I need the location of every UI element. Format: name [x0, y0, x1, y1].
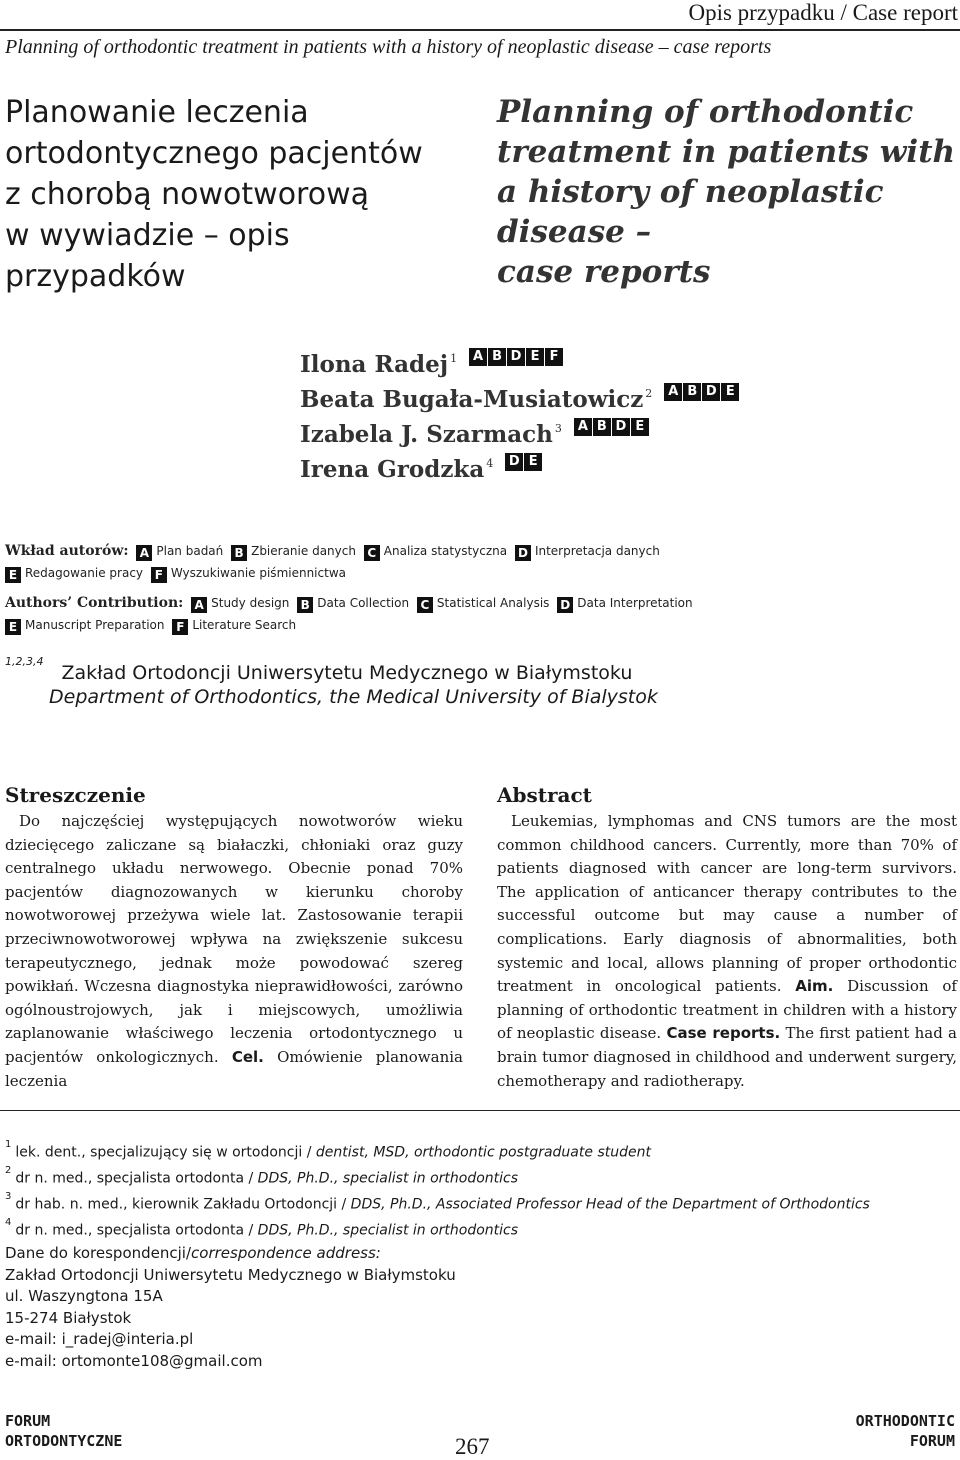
footnote-pl: lek. dent., specjalizujący się w ortodoncji /	[15, 1144, 312, 1161]
footnote-number: 3	[5, 1191, 12, 1203]
author-name: Izabela J. Szarmach	[300, 421, 553, 448]
legend-badge-a: A	[136, 545, 152, 561]
title-en-line: treatment in patients with	[497, 134, 956, 170]
author-row	[300, 417, 740, 452]
correspondence-label	[5, 1243, 456, 1265]
correspondence-label-pl: Dane do korespondencji/	[5, 1244, 192, 1262]
streszczenie-heading: Streszczenie	[5, 783, 146, 807]
footnote-en: DDS, Ph.D., specialist in orthodontics	[257, 1223, 519, 1240]
footnote	[5, 1190, 870, 1216]
legend-text: Study design	[211, 596, 290, 610]
footnote	[5, 1164, 870, 1190]
footnote-pl: dr n. med., specjalista ortodonta /	[15, 1223, 254, 1240]
abstract-heading: Abstract	[497, 783, 592, 807]
correspondence-address	[5, 1243, 456, 1373]
badge-e: E	[631, 418, 649, 436]
legend-badge-f: F	[172, 619, 188, 635]
section-label: Opis przypadku / Case report	[688, 0, 958, 25]
footnotes	[5, 1138, 870, 1243]
author-row	[300, 452, 740, 487]
footnote-rule	[0, 1110, 960, 1111]
badge-b: B	[593, 418, 611, 436]
affiliation-english: Department of Orthodontics, the Medical University of Bialystok	[49, 686, 658, 708]
abstract-column	[497, 782, 957, 1093]
abstract-text: The first patient had a brain tumor diagnosed in childhood and underwent surgery, chemotherapy and radiotherapy.	[497, 1024, 957, 1090]
footnote-number: 1	[5, 1139, 12, 1150]
contribution-badges	[574, 418, 650, 436]
correspondence-line: ul. Waszyngtona 15A	[5, 1287, 163, 1306]
badge-e: E	[524, 453, 542, 471]
legend-text: Manuscript Preparation	[25, 618, 165, 632]
footer-journal-english	[856, 1411, 955, 1451]
legend-badge-c: C	[364, 545, 380, 561]
correspondence-line: Zakład Ortodoncji Uniwersytetu Medycznego w Białymstoku	[5, 1265, 456, 1284]
badge-d: D	[507, 348, 525, 366]
title-en-line: Planning of orthodontic	[497, 94, 914, 130]
case-reports-label: Case reports.	[666, 1024, 781, 1043]
legend-text: Analiza statystyczna	[383, 544, 508, 558]
footnote	[5, 1216, 870, 1242]
legend-badge-b: B	[231, 545, 247, 561]
title-en-line: a history of neoplastic disease –	[497, 174, 884, 250]
streszczenie-column	[5, 782, 463, 1093]
title-pl-line: Planowanie leczenia	[5, 95, 309, 130]
badge-a: A	[469, 348, 487, 366]
contribution-label: Wkład autorów:	[5, 543, 129, 559]
footnote	[5, 1138, 870, 1164]
contribution-label: Authors’ Contribution:	[5, 595, 184, 611]
title-en-line: case reports	[497, 254, 711, 290]
correspondence-line: 15-274 Białystok	[5, 1308, 132, 1327]
footnote-number: 4	[5, 1217, 12, 1229]
author-name: Irena Grodzka	[300, 456, 485, 483]
author-row	[300, 347, 740, 382]
footnote-en: DDS, Ph.D., specialist in orthodontics	[257, 1170, 519, 1187]
footnote-en: DDS, Ph.D., Associated Professor Head of the Department of Orthodontics	[350, 1196, 870, 1213]
footnote-number: 2	[5, 1165, 12, 1177]
contribution-badges	[664, 383, 740, 401]
email-link[interactable]: e-mail: i_radej@interia.pl	[5, 1330, 194, 1349]
author-affiliation-sup: 3	[554, 422, 562, 435]
badge-a: A	[574, 418, 592, 436]
contribution-badges	[469, 348, 564, 366]
footer-line: ORTODONTYCZNE	[5, 1432, 123, 1450]
legend-badge-d: D	[515, 545, 531, 561]
contribution-legend-polish	[5, 540, 660, 584]
author-list	[300, 347, 740, 487]
legend-text: Wyszukiwanie piśmiennictwa	[170, 566, 346, 580]
contribution-legend-english	[5, 592, 693, 636]
author-affiliation-sup: 1	[450, 352, 458, 365]
author-name: Ilona Radej	[300, 351, 449, 378]
legend-badge-e: E	[5, 619, 21, 635]
header-rule	[0, 29, 960, 31]
page-number: 267	[455, 1434, 490, 1459]
correspondence-label-en: correspondence address:	[191, 1244, 381, 1262]
title-pl-line: z chorobą nowotworową	[5, 177, 369, 212]
legend-text: Literature Search	[192, 618, 297, 632]
legend-text: Interpretacja danych	[534, 544, 660, 558]
legend-text: Zbieranie danych	[251, 544, 356, 558]
title-pl-line: w wywiadzie – opis	[5, 218, 290, 253]
author-affiliation-sup: 2	[645, 387, 653, 400]
email-link[interactable]: e-mail: ortomonte108@gmail.com	[5, 1351, 263, 1370]
footnote-en: dentist, MSD, orthodontic postgraduate student	[315, 1144, 651, 1161]
footnote-pl: dr n. med., specjalista ortodonta /	[15, 1170, 254, 1187]
footer-line: FORUM	[5, 1412, 51, 1430]
affiliation	[5, 654, 658, 708]
legend-badge-f: F	[151, 567, 167, 583]
author-name: Beata Bugała-Musiatowicz	[300, 386, 644, 413]
badge-e: E	[721, 383, 739, 401]
legend-text: Plan badań	[156, 544, 224, 558]
legend-badge-a: A	[191, 597, 207, 613]
cel-label: Cel.	[231, 1047, 264, 1066]
title-english	[497, 92, 957, 292]
abstract-body	[497, 810, 957, 1093]
badge-e: E	[526, 348, 544, 366]
legend-text: Statistical Analysis	[436, 596, 550, 610]
streszczenie-text: Omówienie planowania leczenia	[5, 1047, 463, 1090]
streszczenie-text: Do najczęściej występujących nowotworów wieku dziecięcego zaliczane są białaczki, chłoniaki oraz guzy centralnego układu nerwowego. Obecnie ponad 70% pacjentów diagnozowanych w kierunku choroby nowotworowej przeżywa wiele lat. Zastosowanie terapii przeciwnowotworowej wpływa na zwiększenie sukcesu terapeutycznego, jednak może powodować szereg powikłań. Wczesna diagnostyka nieprawidłowości, zarówno ogólnoustrojowych, jak i miejscowych, umożliwia zaplanowanie właściwego leczenia ortodontycznego u pacjentów onkologicznych.	[5, 812, 463, 1066]
footnote-pl: dr hab. n. med., kierownik Zakładu Ortodoncji /	[15, 1196, 347, 1213]
badge-f: F	[545, 348, 563, 366]
streszczenie-body	[5, 810, 463, 1093]
legend-text: Data Interpretation	[577, 596, 693, 610]
abstract-text: Leukemias, lymphomas and CNS tumors are the most common childhood cancers. Currently, more than 70% of patients diagnosed with cancer are long-term survivors. The application of anticancer therapy contributes to the successful outcome but may cause a number of complications. Early diagnosis of abnormalities, both systemic and local, allows planning of proper orthodontic treatment in oncological patients.	[497, 812, 957, 996]
contribution-badges	[505, 453, 543, 471]
footer-line: FORUM	[909, 1432, 955, 1450]
legend-badge-b: B	[297, 597, 313, 613]
title-pl-line: ortodontycznego pacjentów	[5, 136, 423, 171]
title-pl-line: przypadków	[5, 259, 186, 294]
affiliation-polish: Zakład Ortodoncji Uniwersytetu Medycznego w Białymstoku	[61, 662, 633, 684]
abstract-text: Discussion of planning of orthodontic treatment in children with a history of neoplastic disease.	[497, 977, 957, 1043]
footer-journal-polish	[5, 1411, 122, 1451]
running-title: Planning of orthodontic treatment in patients with a history of neoplastic disease – case reports	[5, 36, 772, 58]
footer-line: ORTHODONTIC	[855, 1412, 955, 1430]
badge-a: A	[664, 383, 682, 401]
badge-b: B	[488, 348, 506, 366]
badge-b: B	[683, 383, 701, 401]
author-row	[300, 382, 740, 417]
legend-text: Redagowanie pracy	[25, 566, 144, 580]
affiliation-sup: 1,2,3,4	[5, 654, 44, 668]
legend-badge-e: E	[5, 567, 21, 583]
badge-d: D	[505, 453, 523, 471]
aim-label: Aim.	[795, 977, 834, 996]
legend-badge-c: C	[417, 597, 433, 613]
badge-d: D	[612, 418, 630, 436]
author-affiliation-sup: 4	[486, 457, 494, 470]
legend-badge-d: D	[557, 597, 573, 613]
legend-text: Data Collection	[317, 596, 410, 610]
badge-d: D	[702, 383, 720, 401]
title-polish	[5, 92, 445, 297]
